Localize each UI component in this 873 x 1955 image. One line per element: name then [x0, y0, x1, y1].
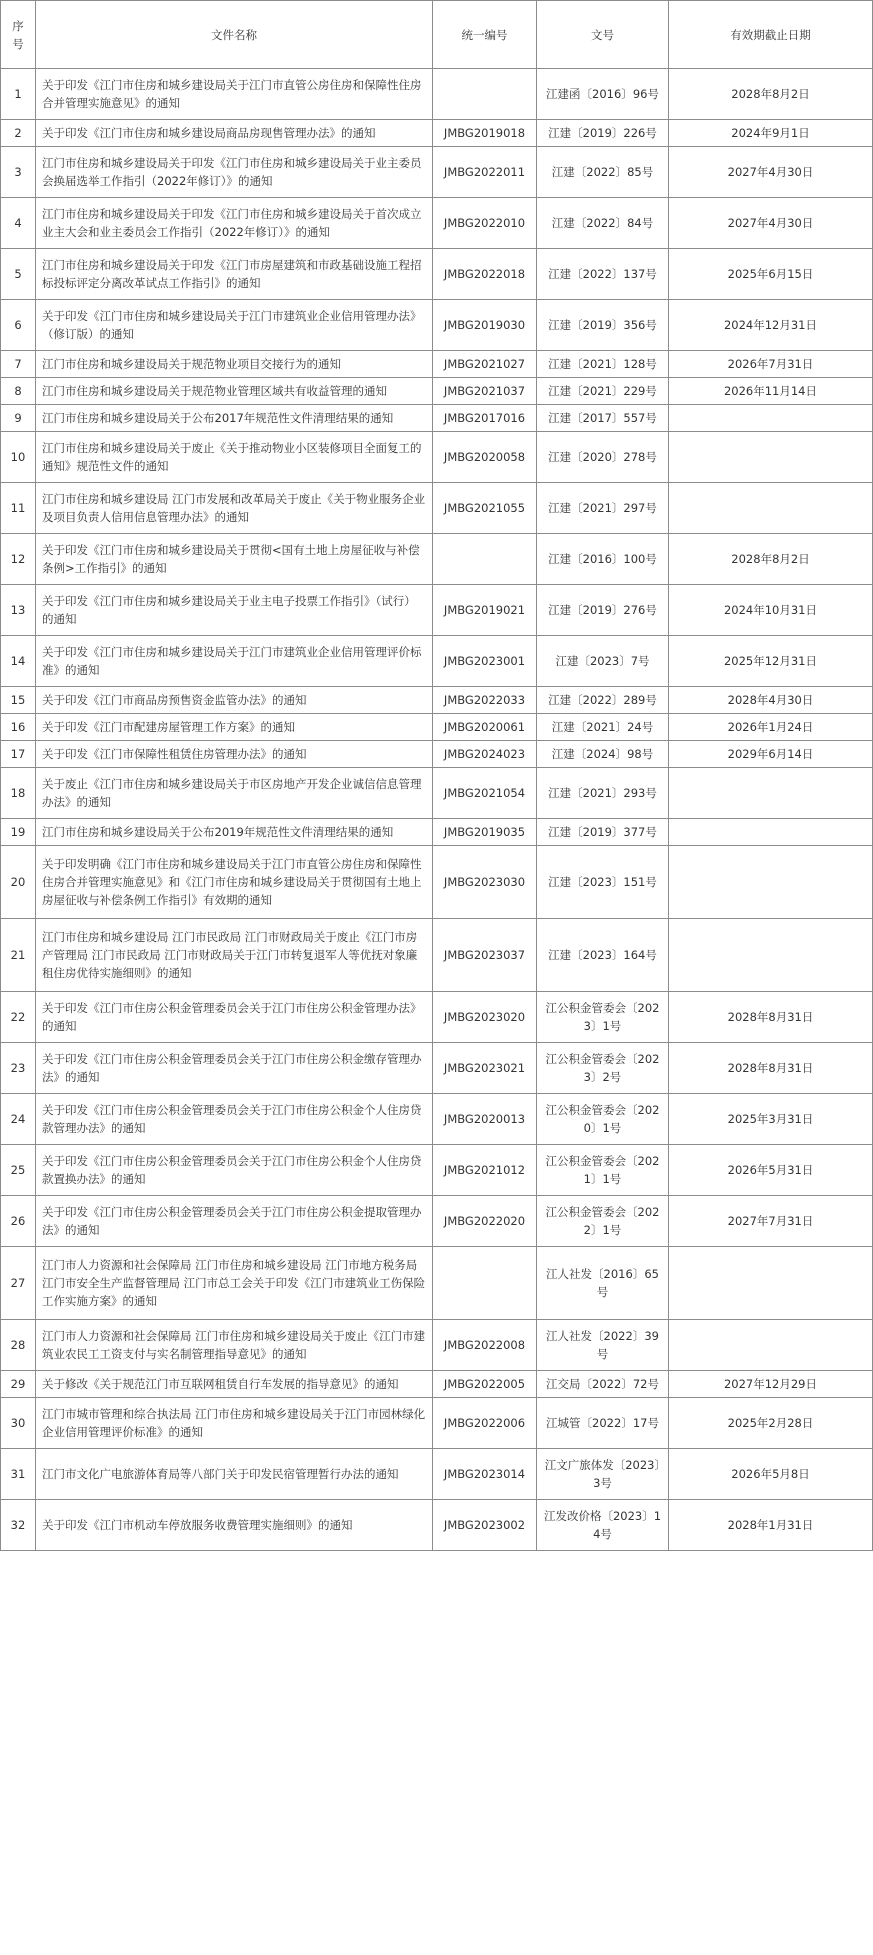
unified-code: JMBG2021055: [433, 483, 537, 534]
file-name: 关于废止《江门市住房和城乡建设局关于市区房地产开发企业诚信信息管理办法》的通知: [36, 768, 433, 819]
row-number: 12: [1, 534, 36, 585]
file-name: 江门市城市管理和综合执法局 江门市住房和城乡建设局关于江门市园林绿化企业信用管理评价标准》的通知: [36, 1398, 433, 1449]
table-row: [1, 69, 873, 120]
expiry-date: 2026年5月31日: [669, 1145, 873, 1196]
expiry-date: [669, 919, 873, 992]
table-row: [1, 819, 873, 846]
unified-code: JMBG2023030: [433, 846, 537, 919]
row-number: 22: [1, 992, 36, 1043]
table-row: [1, 198, 873, 249]
row-number: 7: [1, 351, 36, 378]
table-row: [1, 120, 873, 147]
table-row: [1, 1449, 873, 1500]
expiry-date: 2026年1月24日: [669, 714, 873, 741]
document-number: 江建〔2024〕98号: [537, 741, 669, 768]
document-number: 江建〔2016〕100号: [537, 534, 669, 585]
table-row: [1, 249, 873, 300]
table-row: [1, 405, 873, 432]
table-row: [1, 1320, 873, 1371]
expiry-date: 2024年12月31日: [669, 300, 873, 351]
expiry-date: 2028年1月31日: [669, 1500, 873, 1551]
document-number: 江建〔2022〕84号: [537, 198, 669, 249]
document-number: 江建〔2021〕297号: [537, 483, 669, 534]
document-number: 江建〔2023〕7号: [537, 636, 669, 687]
row-number: 27: [1, 1247, 36, 1320]
row-number: 26: [1, 1196, 36, 1247]
header-expiry: 有效期截止日期: [669, 1, 873, 69]
expiry-date: [669, 405, 873, 432]
row-number: 4: [1, 198, 36, 249]
file-name: 关于印发《江门市住房和城乡建设局关于江门市直管公房住房和保障性住房合并管理实施意见》的通知: [36, 69, 433, 120]
row-number: 3: [1, 147, 36, 198]
expiry-date: 2026年11月14日: [669, 378, 873, 405]
expiry-date: 2026年5月8日: [669, 1449, 873, 1500]
file-name: 江门市文化广电旅游体育局等八部门关于印发民宿管理暂行办法的通知: [36, 1449, 433, 1500]
table-row: [1, 636, 873, 687]
unified-code: JMBG2023021: [433, 1043, 537, 1094]
header-code: 统一编号: [433, 1, 537, 69]
unified-code: JMBG2021054: [433, 768, 537, 819]
row-number: 13: [1, 585, 36, 636]
document-number: 江交局〔2022〕72号: [537, 1371, 669, 1398]
row-number: 18: [1, 768, 36, 819]
table-row: [1, 1247, 873, 1320]
document-number: 江建〔2022〕85号: [537, 147, 669, 198]
unified-code: JMBG2022020: [433, 1196, 537, 1247]
expiry-date: [669, 432, 873, 483]
file-name: 关于印发《江门市商品房预售资金监管办法》的通知: [36, 687, 433, 714]
expiry-date: 2025年12月31日: [669, 636, 873, 687]
document-number: 江人社发〔2016〕65号: [537, 1247, 669, 1320]
document-number: 江发改价格〔2023〕14号: [537, 1500, 669, 1551]
document-number: 江建〔2019〕377号: [537, 819, 669, 846]
document-number: 江建〔2019〕226号: [537, 120, 669, 147]
unified-code: JMBG2024023: [433, 741, 537, 768]
table-row: [1, 351, 873, 378]
file-name: 关于印发《江门市住房公积金管理委员会关于江门市住房公积金个人住房贷款置换办法》的通知: [36, 1145, 433, 1196]
row-number: 24: [1, 1094, 36, 1145]
table-row: [1, 992, 873, 1043]
table-row: [1, 483, 873, 534]
expiry-date: 2027年12月29日: [669, 1371, 873, 1398]
row-number: 8: [1, 378, 36, 405]
file-name: 江门市住房和城乡建设局关于公布2017年规范性文件清理结果的通知: [36, 405, 433, 432]
table-row: [1, 714, 873, 741]
unified-code: JMBG2022018: [433, 249, 537, 300]
table-row: [1, 1371, 873, 1398]
document-number: 江建〔2019〕276号: [537, 585, 669, 636]
expiry-date: 2027年4月30日: [669, 147, 873, 198]
unified-code: JMBG2022006: [433, 1398, 537, 1449]
table-row: [1, 687, 873, 714]
unified-code: JMBG2023037: [433, 919, 537, 992]
unified-code: JMBG2023002: [433, 1500, 537, 1551]
document-number: 江建〔2019〕356号: [537, 300, 669, 351]
table-row: [1, 1043, 873, 1094]
expiry-date: [669, 768, 873, 819]
table-row: [1, 534, 873, 585]
document-number: 江建函〔2016〕96号: [537, 69, 669, 120]
table-row: [1, 1196, 873, 1247]
unified-code: JMBG2021037: [433, 378, 537, 405]
table-row: [1, 585, 873, 636]
unified-code: JMBG2021027: [433, 351, 537, 378]
document-number: 江建〔2021〕293号: [537, 768, 669, 819]
document-number: 江建〔2017〕557号: [537, 405, 669, 432]
unified-code: JMBG2019018: [433, 120, 537, 147]
row-number: 25: [1, 1145, 36, 1196]
file-name: 关于印发《江门市住房和城乡建设局关于江门市建筑业企业信用管理办法》（修订版）的通知: [36, 300, 433, 351]
unified-code: JMBG2023020: [433, 992, 537, 1043]
file-name: 关于印发《江门市保障性租赁住房管理办法》的通知: [36, 741, 433, 768]
document-number: 江建〔2021〕24号: [537, 714, 669, 741]
unified-code: JMBG2021012: [433, 1145, 537, 1196]
file-name: 江门市住房和城乡建设局关于规范物业项目交接行为的通知: [36, 351, 433, 378]
table-row: [1, 768, 873, 819]
unified-code: [433, 534, 537, 585]
unified-code: JMBG2022008: [433, 1320, 537, 1371]
file-name: 江门市住房和城乡建设局 江门市民政局 江门市财政局关于废止《江门市房产管理局 江门市民政局 江门市财政局关于江门市转复退军人等优抚对象廉租住房优待实施细则》的通知: [36, 919, 433, 992]
row-number: 14: [1, 636, 36, 687]
expiry-date: [669, 1247, 873, 1320]
file-name: 关于修改《关于规范江门市互联网租赁自行车发展的指导意见》的通知: [36, 1371, 433, 1398]
unified-code: JMBG2020058: [433, 432, 537, 483]
file-name: 江门市住房和城乡建设局关于规范物业管理区域共有收益管理的通知: [36, 378, 433, 405]
expiry-date: 2024年9月1日: [669, 120, 873, 147]
table-row: [1, 300, 873, 351]
document-number: 江公积金管委会〔2023〕1号: [537, 992, 669, 1043]
unified-code: JMBG2019030: [433, 300, 537, 351]
file-name: 关于印发《江门市住房公积金管理委员会关于江门市住房公积金提取管理办法》的通知: [36, 1196, 433, 1247]
expiry-date: 2028年8月31日: [669, 992, 873, 1043]
document-number: 江建〔2021〕229号: [537, 378, 669, 405]
file-name: 关于印发《江门市机动车停放服务收费管理实施细则》的通知: [36, 1500, 433, 1551]
unified-code: [433, 69, 537, 120]
unified-code: JMBG2017016: [433, 405, 537, 432]
row-number: 17: [1, 741, 36, 768]
expiry-date: 2028年8月2日: [669, 69, 873, 120]
file-name: 江门市住房和城乡建设局 江门市发展和改革局关于废止《关于物业服务企业及项目负责人信用信息管理办法》的通知: [36, 483, 433, 534]
row-number: 30: [1, 1398, 36, 1449]
row-number: 29: [1, 1371, 36, 1398]
document-number: 江建〔2023〕151号: [537, 846, 669, 919]
unified-code: JMBG2023014: [433, 1449, 537, 1500]
table-row: [1, 1094, 873, 1145]
document-number: 江建〔2022〕137号: [537, 249, 669, 300]
table-row: [1, 147, 873, 198]
header-no: 序 号: [1, 1, 36, 69]
file-name: 江门市人力资源和社会保障局 江门市住房和城乡建设局关于废止《江门市建筑业农民工工资支付与实名制管理指导意见》的通知: [36, 1320, 433, 1371]
document-number: 江文广旅体发〔2023〕3号: [537, 1449, 669, 1500]
row-number: 6: [1, 300, 36, 351]
row-number: 15: [1, 687, 36, 714]
expiry-date: 2025年3月31日: [669, 1094, 873, 1145]
unified-code: JMBG2023001: [433, 636, 537, 687]
row-number: 16: [1, 714, 36, 741]
document-number: 江公积金管委会〔2021〕1号: [537, 1145, 669, 1196]
file-name: 关于印发《江门市住房和城乡建设局关于江门市建筑业企业信用管理评价标准》的通知: [36, 636, 433, 687]
file-name: 江门市人力资源和社会保障局 江门市住房和城乡建设局 江门市地方税务局 江门市安全生产监督管理局 江门市总工会关于印发《江门市建筑业工伤保险工作实施方案》的通知: [36, 1247, 433, 1320]
row-number: 23: [1, 1043, 36, 1094]
unified-code: JMBG2022005: [433, 1371, 537, 1398]
table-row: [1, 846, 873, 919]
row-number: 28: [1, 1320, 36, 1371]
file-name: 关于印发《江门市住房公积金管理委员会关于江门市住房公积金管理办法》的通知: [36, 992, 433, 1043]
expiry-date: [669, 483, 873, 534]
expiry-date: 2026年7月31日: [669, 351, 873, 378]
table-body: [1, 69, 873, 1551]
expiry-date: [669, 1320, 873, 1371]
file-name: 关于印发《江门市住房公积金管理委员会关于江门市住房公积金缴存管理办法》的通知: [36, 1043, 433, 1094]
expiry-date: 2027年4月30日: [669, 198, 873, 249]
file-name: 江门市住房和城乡建设局关于印发《江门市住房和城乡建设局关于业主委员会换届选举工作指引（2022年修订）》的通知: [36, 147, 433, 198]
document-number: 江建〔2023〕164号: [537, 919, 669, 992]
document-number: 江建〔2022〕289号: [537, 687, 669, 714]
row-number: 5: [1, 249, 36, 300]
document-number: 江建〔2020〕278号: [537, 432, 669, 483]
table-row: [1, 741, 873, 768]
expiry-date: 2028年8月31日: [669, 1043, 873, 1094]
unified-code: JMBG2022011: [433, 147, 537, 198]
header-name: 文件名称: [36, 1, 433, 69]
unified-code: [433, 1247, 537, 1320]
row-number: 21: [1, 919, 36, 992]
row-number: 1: [1, 69, 36, 120]
file-name: 江门市住房和城乡建设局关于印发《江门市住房和城乡建设局关于首次成立业主大会和业主委员会工作指引（2022年修订）》的通知: [36, 198, 433, 249]
document-number: 江公积金管委会〔2020〕1号: [537, 1094, 669, 1145]
row-number: 31: [1, 1449, 36, 1500]
file-name: 关于印发明确《江门市住房和城乡建设局关于江门市直管公房住房和保障性住房合并管理实施意见》和《江门市住房和城乡建设局关于贯彻国有土地上房屋征收与补偿条例工作指引》有效期的通知: [36, 846, 433, 919]
file-name: 关于印发《江门市住房和城乡建设局关于贯彻<国有土地上房屋征收与补偿条例>工作指引》的通知: [36, 534, 433, 585]
file-name: 江门市住房和城乡建设局关于印发《江门市房屋建筑和市政基础设施工程招标投标评定分离改革试点工作指引》的通知: [36, 249, 433, 300]
expiry-date: 2028年8月2日: [669, 534, 873, 585]
unified-code: JMBG2022010: [433, 198, 537, 249]
document-number: 江建〔2021〕128号: [537, 351, 669, 378]
table-row: [1, 1500, 873, 1551]
table-row: [1, 378, 873, 405]
unified-code: JMBG2019035: [433, 819, 537, 846]
header-doc-no: 文号: [537, 1, 669, 69]
expiry-date: 2028年4月30日: [669, 687, 873, 714]
document-number: 江公积金管委会〔2023〕2号: [537, 1043, 669, 1094]
expiry-date: 2025年6月15日: [669, 249, 873, 300]
row-number: 19: [1, 819, 36, 846]
file-name: 关于印发《江门市配建房屋管理工作方案》的通知: [36, 714, 433, 741]
row-number: 9: [1, 405, 36, 432]
expiry-date: 2027年7月31日: [669, 1196, 873, 1247]
unified-code: JMBG2022033: [433, 687, 537, 714]
unified-code: JMBG2020061: [433, 714, 537, 741]
row-number: 10: [1, 432, 36, 483]
row-number: 11: [1, 483, 36, 534]
document-number: 江城管〔2022〕17号: [537, 1398, 669, 1449]
file-name: 关于印发《江门市住房和城乡建设局商品房现售管理办法》的通知: [36, 120, 433, 147]
document-number: 江公积金管委会〔2022〕1号: [537, 1196, 669, 1247]
table-row: [1, 1145, 873, 1196]
file-name: 江门市住房和城乡建设局关于公布2019年规范性文件清理结果的通知: [36, 819, 433, 846]
table-header-row: [1, 1, 873, 69]
expiry-date: 2025年2月28日: [669, 1398, 873, 1449]
expiry-date: [669, 819, 873, 846]
file-name: 江门市住房和城乡建设局关于废止《关于推动物业小区装修项目全面复工的通知》规范性文件的通知: [36, 432, 433, 483]
table-row: [1, 919, 873, 992]
row-number: 2: [1, 120, 36, 147]
expiry-date: 2024年10月31日: [669, 585, 873, 636]
file-name: 关于印发《江门市住房和城乡建设局关于业主电子投票工作指引》（试行）的通知: [36, 585, 433, 636]
row-number: 32: [1, 1500, 36, 1551]
expiry-date: [669, 846, 873, 919]
row-number: 20: [1, 846, 36, 919]
file-name: 关于印发《江门市住房公积金管理委员会关于江门市住房公积金个人住房贷款管理办法》的通知: [36, 1094, 433, 1145]
document-number: 江人社发〔2022〕39号: [537, 1320, 669, 1371]
unified-code: JMBG2020013: [433, 1094, 537, 1145]
expiry-date: 2029年6月14日: [669, 741, 873, 768]
unified-code: JMBG2019021: [433, 585, 537, 636]
table-row: [1, 432, 873, 483]
table-row: [1, 1398, 873, 1449]
